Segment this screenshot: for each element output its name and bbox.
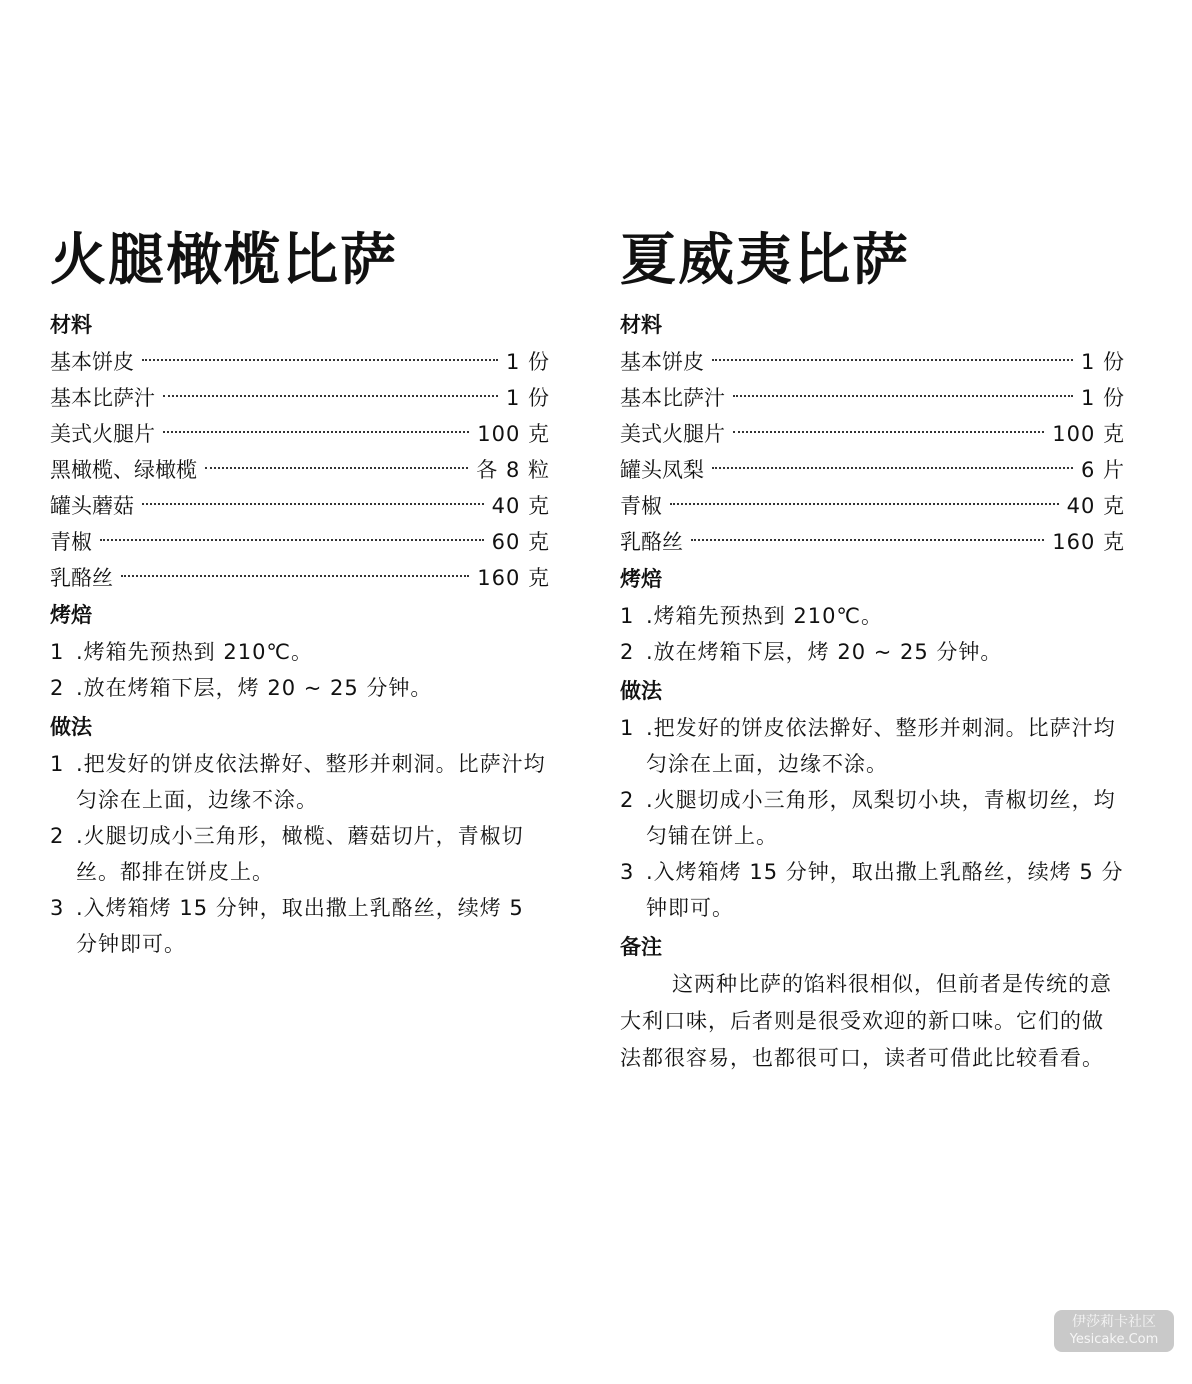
ingredient-row xyxy=(50,524,550,560)
ingredient-row xyxy=(50,452,550,488)
dotted-leader xyxy=(163,431,469,433)
recipe-title: 夏威夷比萨 xyxy=(620,228,910,293)
dotted-leader xyxy=(100,539,484,541)
ingredient-amount: 40 克 xyxy=(491,494,550,518)
step-text: .火腿切成小三角形，凤梨切小块，青椒切丝，均匀铺在饼上。 xyxy=(646,788,1116,848)
ingredient-amount: 40 克 xyxy=(1066,494,1125,518)
step-item xyxy=(50,746,550,818)
step-item xyxy=(50,634,550,670)
dotted-leader xyxy=(712,467,1073,469)
ingredient-amount: 1 份 xyxy=(505,350,550,374)
dotted-leader xyxy=(121,575,469,577)
ingredient-name: 罐头蘑菇 xyxy=(50,494,134,518)
step-text: .入烤箱烤 15 分钟，取出撒上乳酪丝，续烤 5 分钟即可。 xyxy=(76,896,524,956)
ingredient-row xyxy=(620,452,1125,488)
ingredient-name: 罐头凤梨 xyxy=(620,458,704,482)
step-item xyxy=(50,670,550,706)
dotted-leader xyxy=(712,359,1073,361)
ingredient-row xyxy=(50,560,550,596)
step-number: 1 xyxy=(620,716,634,740)
ingredient-name: 美式火腿片 xyxy=(50,422,155,446)
step-number: 2 xyxy=(620,788,634,812)
ingredient-name: 基本比萨汁 xyxy=(50,386,155,410)
recipe-title: 火腿橄榄比萨 xyxy=(50,228,398,293)
ingredient-row xyxy=(50,416,550,452)
step-item xyxy=(620,710,1125,782)
ingredient-name: 青椒 xyxy=(50,530,92,554)
method-heading: 做法 xyxy=(50,715,92,739)
ingredient-amount: 各 8 粒 xyxy=(476,458,550,482)
ingredient-name: 基本饼皮 xyxy=(50,350,134,374)
step-item xyxy=(620,854,1125,926)
step-number: 3 xyxy=(620,860,634,884)
method-steps xyxy=(620,710,1125,926)
step-text: .放在烤箱下层，烤 20 ~ 25 分钟。 xyxy=(76,676,433,700)
step-text: .放在烤箱下层，烤 20 ~ 25 分钟。 xyxy=(646,640,1003,664)
method-steps xyxy=(50,746,550,962)
ingredient-name: 乳酪丝 xyxy=(620,530,683,554)
step-number: 1 xyxy=(620,604,634,628)
ingredient-amount: 60 克 xyxy=(491,530,550,554)
ingredient-amount: 160 克 xyxy=(477,566,550,590)
ingredient-name: 基本比萨汁 xyxy=(620,386,725,410)
note-heading: 备注 xyxy=(620,935,662,959)
ingredient-name: 基本饼皮 xyxy=(620,350,704,374)
dotted-leader xyxy=(142,503,484,505)
dotted-leader xyxy=(733,395,1073,397)
baking-steps xyxy=(50,634,550,706)
ingredient-row xyxy=(620,344,1125,380)
baking-heading: 烤焙 xyxy=(50,603,92,627)
recipe-ham-olive-pizza xyxy=(50,226,550,968)
ingredient-row xyxy=(620,524,1125,560)
step-text: .入烤箱烤 15 分钟，取出撒上乳酪丝，续烤 5 分钟即可。 xyxy=(646,860,1124,920)
step-number: 2 xyxy=(50,676,64,700)
watermark-text-en: Yesicake.Com xyxy=(1069,1332,1159,1347)
ingredients-heading: 材料 xyxy=(50,313,92,337)
ingredient-name: 黑橄榄、绿橄榄 xyxy=(50,458,197,482)
ingredient-amount: 100 克 xyxy=(1052,422,1125,446)
ingredient-row xyxy=(50,344,550,380)
ingredient-row xyxy=(620,488,1125,524)
ingredient-name: 青椒 xyxy=(620,494,662,518)
ingredient-amount: 160 克 xyxy=(1052,530,1125,554)
dotted-leader xyxy=(733,431,1044,433)
dotted-leader xyxy=(142,359,498,361)
ingredients-list xyxy=(50,344,550,596)
step-item xyxy=(620,598,1125,634)
ingredient-name: 乳酪丝 xyxy=(50,566,113,590)
dotted-leader xyxy=(163,395,498,397)
dotted-leader xyxy=(691,539,1044,541)
ingredient-amount: 1 份 xyxy=(505,386,550,410)
ingredient-row xyxy=(50,488,550,524)
step-number: 3 xyxy=(50,896,64,920)
step-item xyxy=(50,890,550,962)
ingredients-heading: 材料 xyxy=(620,313,662,337)
step-item xyxy=(620,782,1125,854)
step-item xyxy=(620,634,1125,670)
ingredient-row xyxy=(50,380,550,416)
dotted-leader xyxy=(670,503,1059,505)
ingredient-row xyxy=(620,380,1125,416)
step-number: 2 xyxy=(50,824,64,848)
dotted-leader xyxy=(205,467,468,469)
watermark-text-cn: 伊莎莉卡社区 xyxy=(1072,1314,1156,1330)
step-text: .火腿切成小三角形，橄榄、蘑菇切片，青椒切丝。都排在饼皮上。 xyxy=(76,824,524,884)
step-text: .把发好的饼皮依法擀好、整形并刺洞。比萨汁均匀涂在上面，边缘不涂。 xyxy=(76,752,546,812)
method-heading: 做法 xyxy=(620,679,662,703)
ingredient-amount: 6 片 xyxy=(1080,458,1125,482)
baking-steps xyxy=(620,598,1125,670)
step-text: .烤箱先预热到 210℃。 xyxy=(76,640,314,664)
ingredient-row xyxy=(620,416,1125,452)
step-number: 2 xyxy=(620,640,634,664)
step-item xyxy=(50,818,550,890)
ingredient-name: 美式火腿片 xyxy=(620,422,725,446)
recipe-hawaiian-pizza xyxy=(620,226,1125,1077)
ingredient-amount: 1 份 xyxy=(1080,350,1125,374)
step-number: 1 xyxy=(50,752,64,776)
ingredients-list xyxy=(620,344,1125,560)
baking-heading: 烤焙 xyxy=(620,567,662,591)
step-text: .把发好的饼皮依法擀好、整形并刺洞。比萨汁均匀涂在上面，边缘不涂。 xyxy=(646,716,1116,776)
step-number: 1 xyxy=(50,640,64,664)
ingredient-amount: 100 克 xyxy=(477,422,550,446)
note-paragraph: 这两种比萨的馅料很相似，但前者是传统的意大利口味，后者则是很受欢迎的新口味。它们的做法都很容易，也都很可口，读者可借此比较看看。 xyxy=(620,972,1112,1070)
site-watermark xyxy=(1054,1310,1174,1352)
ingredient-amount: 1 份 xyxy=(1080,386,1125,410)
step-text: .烤箱先预热到 210℃。 xyxy=(646,604,884,628)
